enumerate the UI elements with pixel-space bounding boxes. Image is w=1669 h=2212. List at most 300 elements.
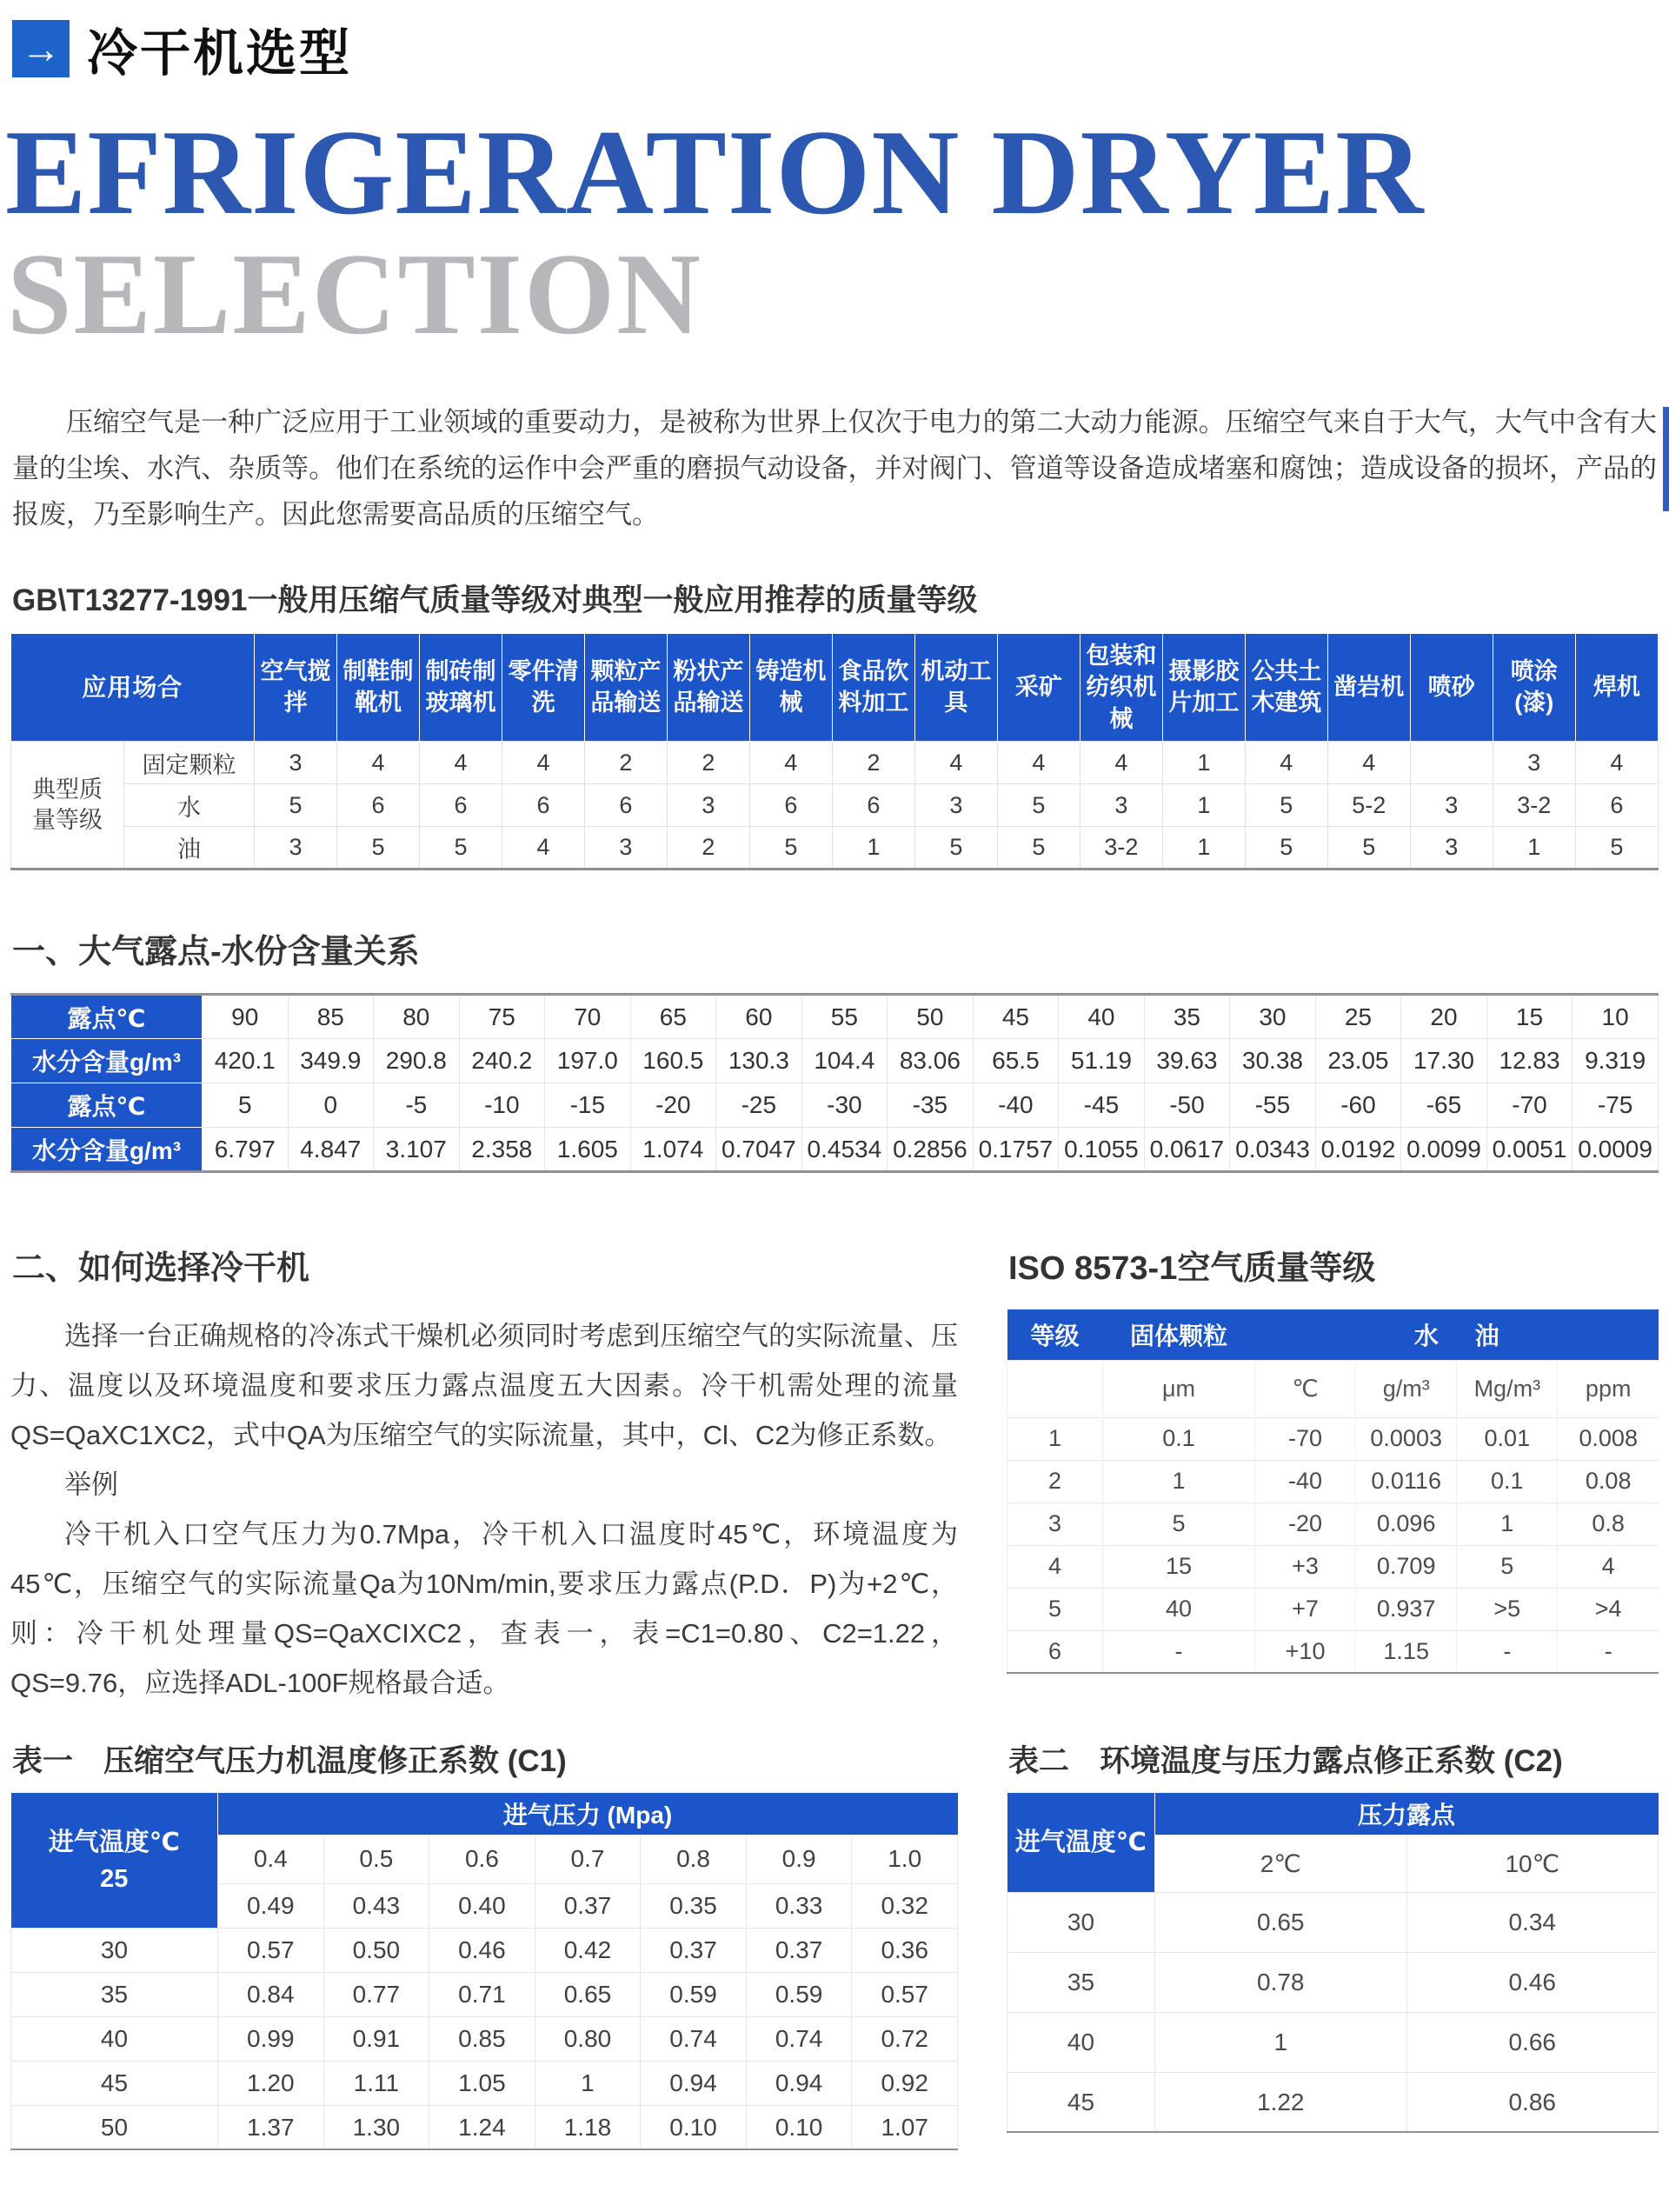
table-cell: 3 (255, 827, 337, 869)
table-cell: 5 (749, 827, 832, 869)
table-cell: -20 (630, 1083, 716, 1128)
iso-unit-cell (1007, 1360, 1103, 1417)
gb-app-header-cell: 包装和纺织机械 (1080, 634, 1162, 742)
table-cell: 4 (1558, 1545, 1659, 1588)
table-cell: 4 (749, 742, 832, 784)
row-label: 35 (1007, 1952, 1155, 2012)
table-cell: 0.72 (852, 2016, 958, 2061)
table-cell: 0.57 (852, 1972, 958, 2016)
table-cell: 65 (630, 995, 716, 1039)
table-cell: 3 (1007, 1502, 1103, 1545)
table-cell: 4 (997, 742, 1080, 784)
bottom-tables (10, 1737, 1659, 2150)
c1-pressure-header: 进气压力 (Mpa) (218, 1793, 958, 1835)
table-cell: 1 (1162, 784, 1245, 827)
table-cell: 3 (1080, 784, 1162, 827)
table-cell: 23.05 (1315, 1039, 1401, 1083)
table-cell: -40 (1255, 1460, 1356, 1502)
row-label: 45 (11, 2061, 218, 2105)
table-cell: 0.92 (852, 2061, 958, 2105)
table-cell: 0.1757 (973, 1128, 1059, 1172)
table-cell: 0.46 (429, 1928, 535, 1972)
table-cell: +3 (1255, 1545, 1356, 1588)
table-cell: 5 (1457, 1545, 1558, 1588)
table-cell: -50 (1144, 1083, 1230, 1128)
gb-app-header-cell: 采矿 (997, 634, 1080, 742)
table-cell: 0.37 (641, 1928, 747, 1972)
table-cell: 0 (288, 1083, 374, 1128)
gb-app-header-cell: 零件清洗 (502, 634, 584, 742)
table-cell: 1 (535, 2061, 641, 2105)
table-cell: - (1558, 1630, 1659, 1673)
table-cell: 39.63 (1144, 1039, 1230, 1083)
table-cell: 0.008 (1558, 1417, 1659, 1460)
howto-paragraph-2: 举例 (64, 1469, 118, 1501)
row-label: 露点℃ (11, 995, 203, 1039)
gb-app-header-cell: 粉状产品输送 (667, 634, 749, 742)
row-label: 水分含量g/m³ (11, 1039, 203, 1083)
table-cell: 160.5 (630, 1039, 716, 1083)
table-cell: 104.4 (801, 1039, 888, 1083)
c1-pressure-tick: 0.6 (429, 1835, 535, 1883)
table-cell: >4 (1558, 1588, 1659, 1630)
table-cell: 0.08 (1558, 1460, 1659, 1502)
page-header (12, 12, 1659, 85)
iso-header-row (1007, 1309, 1659, 1360)
table-cell: 17.30 (1401, 1039, 1487, 1083)
table-cell: 1 (1457, 1502, 1558, 1545)
iso-units-row (1007, 1360, 1659, 1417)
table-cell: 0.0116 (1356, 1460, 1457, 1502)
table-cell: -30 (801, 1083, 888, 1128)
table-cell: 0.74 (746, 2016, 852, 2061)
table-row (1007, 1952, 1659, 2012)
c1-section (10, 1737, 958, 2150)
gb-corner-header: 应用场合 (11, 634, 255, 742)
table-cell: 0.77 (323, 1972, 429, 2016)
table-cell: 5 (1575, 827, 1658, 869)
table-cell: 3 (1410, 784, 1493, 827)
table-cell: 5 (914, 827, 997, 869)
table-cell: 80 (374, 995, 460, 1039)
table-cell: 30 (1230, 995, 1316, 1039)
table-cell: 3 (584, 827, 667, 869)
table-cell: 2 (667, 742, 749, 784)
table-cell: 0.86 (1406, 2072, 1659, 2132)
c1-pressure-tick: 0.9 (746, 1835, 852, 1883)
table-cell: 0.37 (746, 1928, 852, 1972)
table-cell: 3 (667, 784, 749, 827)
table-cell: - (1103, 1630, 1255, 1673)
table-cell: 6 (749, 784, 832, 827)
table-cell: -70 (1486, 1083, 1573, 1128)
table-cell: 5 (255, 784, 337, 827)
row-label: 30 (11, 1928, 218, 1972)
row-label: 露点℃ (11, 1083, 203, 1128)
howto-text (10, 1311, 958, 1708)
table-cell: 1.605 (545, 1128, 631, 1172)
table-cell: 0.0003 (1356, 1417, 1457, 1460)
section2-heading: 二、如何选择冷干机 (12, 1250, 310, 1288)
iso-table-title: ISO 8573-1空气质量等级 (1008, 1250, 1376, 1288)
gb-quality-table (10, 634, 1659, 871)
table-cell: 0.37 (535, 1883, 641, 1928)
table-cell: 0.85 (429, 2016, 535, 2061)
table-cell: 70 (545, 995, 631, 1039)
table-cell: 1 (1162, 742, 1245, 784)
page-edge-artifact (1663, 407, 1669, 511)
table-cell: 0.937 (1356, 1588, 1457, 1630)
table-cell: 0.2856 (888, 1128, 974, 1172)
howto-section (10, 1241, 958, 1708)
row-label: 水 (124, 784, 255, 827)
table-row (11, 1128, 1659, 1172)
table-cell: -40 (973, 1083, 1059, 1128)
iso-grade-header: 等级 (1007, 1309, 1103, 1360)
table-cell: 5 (1007, 1588, 1103, 1630)
c1-pressure-tick: 0.8 (641, 1835, 747, 1883)
gb-app-header-cell: 凿岩机 (1327, 634, 1410, 742)
c2-corner-cell: 进气温度℃ (1007, 1793, 1155, 1892)
table-cell: 0.0051 (1486, 1128, 1573, 1172)
table-row (11, 1972, 958, 2016)
table-cell: 1 (1007, 1417, 1103, 1460)
dew-point-table (10, 993, 1659, 1173)
table-cell: 0.91 (323, 2016, 429, 2061)
row-label: 固定颗粒 (124, 742, 255, 784)
table-cell: 45 (973, 995, 1059, 1039)
table-cell: 0.99 (218, 2016, 324, 2061)
c1-pressure-tick: 0.4 (218, 1835, 324, 1883)
table-cell: 30.38 (1230, 1039, 1316, 1083)
iso-unit-cell: ℃ (1255, 1360, 1356, 1417)
table-cell: 1.24 (429, 2105, 535, 2149)
table-cell: 3 (1410, 827, 1493, 869)
c1-table-body (11, 1793, 958, 2149)
table-cell: 0.4534 (801, 1128, 888, 1172)
table-row (1007, 1460, 1659, 1502)
table-cell: 1.18 (535, 2105, 641, 2149)
table-cell: +7 (1255, 1588, 1356, 1630)
table-row (1007, 1417, 1659, 1460)
iso-unit-cell: g/m³ (1356, 1360, 1457, 1417)
table-cell: 0.40 (429, 1883, 535, 1928)
table-cell: -60 (1315, 1083, 1401, 1128)
gb-app-header-cell: 制鞋制靴机 (337, 634, 420, 742)
howto-paragraph-1: 选择一台正确规格的冷冻式干燥机必须同时考虑到压缩空气的实际流量、压力、温度以及环境温度和要求压力露点温度五大因素。冷干机需处理的流量QS=QaXC1XC2，式中QA为压缩空气的实际流量，其中，Cl、C2为修正系数。 (10, 1321, 958, 1451)
table-row (11, 742, 1659, 784)
table-cell: 0.096 (1356, 1502, 1457, 1545)
table-cell: 25 (1315, 995, 1401, 1039)
table-row (1007, 1502, 1659, 1545)
gb-app-header-cell: 喷砂 (1410, 634, 1493, 742)
table-cell: 4 (914, 742, 997, 784)
c1-corner-line1: 进气温度℃ (48, 1828, 180, 1856)
table-cell: 5 (1245, 784, 1327, 827)
table-cell: 0.0617 (1144, 1128, 1230, 1172)
table-cell: 0.32 (852, 1883, 958, 1928)
table-cell: 4 (1327, 742, 1410, 784)
table-cell: -45 (1059, 1083, 1145, 1128)
table-row (11, 2016, 958, 2061)
gb-app-header-cell: 铸造机械 (749, 634, 832, 742)
gb-table-title: GB\T13277-1991一般用压缩气质量等级对典型一般应用推荐的质量等级 (12, 583, 978, 617)
table-cell: 1.22 (1155, 2072, 1407, 2132)
table-cell: 0.1 (1457, 1460, 1558, 1502)
table-cell: 3-2 (1080, 827, 1162, 869)
table-cell: 240.2 (459, 1039, 545, 1083)
c1-pressure-tick: 1.0 (852, 1835, 958, 1883)
table-cell: 2.358 (459, 1128, 545, 1172)
table-cell: 4 (1080, 742, 1162, 784)
table-cell: 4 (337, 742, 420, 784)
dew-table-body (11, 995, 1659, 1172)
table-cell: 0.1 (1103, 1417, 1255, 1460)
table-row (11, 784, 1659, 827)
table-cell: 1 (1155, 2012, 1407, 2072)
row-label: 45 (1007, 2072, 1155, 2132)
table-cell: 2 (667, 827, 749, 869)
table-cell: 5-2 (1327, 784, 1410, 827)
table-cell: 6 (1007, 1630, 1103, 1673)
table-cell: 6 (1575, 784, 1658, 827)
iso-air-quality-table (1007, 1309, 1659, 1674)
c2-section (1007, 1737, 1659, 2133)
table-cell: 35 (1144, 995, 1230, 1039)
table-cell: 51.19 (1059, 1039, 1145, 1083)
table-cell: 1 (1493, 827, 1575, 869)
gb-app-header-cell: 制砖制玻璃机 (419, 634, 502, 742)
c1-pressure-tick: 0.5 (323, 1835, 429, 1883)
table-cell: 0.66 (1406, 2012, 1659, 2072)
table-cell: 65.5 (973, 1039, 1059, 1083)
table-cell: 0.80 (535, 2016, 641, 2061)
table-cell: 0.36 (852, 1928, 958, 1972)
table-cell: 4 (502, 827, 584, 869)
table-cell: 3 (255, 742, 337, 784)
table-cell: -10 (459, 1083, 545, 1128)
gb-app-header-cell: 颗粒产品输送 (584, 634, 667, 742)
table-cell: 75 (459, 995, 545, 1039)
table-cell: -55 (1230, 1083, 1316, 1128)
iso-section (1007, 1241, 1659, 1674)
table-cell: 6 (584, 784, 667, 827)
table-row (1007, 1545, 1659, 1588)
table-cell: 4 (1245, 742, 1327, 784)
table-cell: 5 (1327, 827, 1410, 869)
table-cell: 10 (1573, 995, 1659, 1039)
table-cell (1410, 742, 1493, 784)
table-cell: +10 (1255, 1630, 1356, 1673)
table-cell: 1.30 (323, 2105, 429, 2149)
table-cell: 15 (1486, 995, 1573, 1039)
table-cell: -65 (1401, 1083, 1487, 1128)
table-cell: 1.074 (630, 1128, 716, 1172)
row-label: 油 (124, 827, 255, 869)
table-row (11, 995, 1659, 1039)
table-cell: 130.3 (716, 1039, 802, 1083)
c2-dew-tick: 10℃ (1406, 1835, 1659, 1892)
table-cell: 0.71 (429, 1972, 535, 2016)
table-cell: 83.06 (888, 1039, 974, 1083)
table-cell: 40 (1059, 995, 1145, 1039)
c1-pressure-tick: 0.7 (535, 1835, 641, 1883)
table-row (11, 1928, 958, 1972)
gb-table-body (11, 634, 1659, 869)
c2-dew-tick: 2℃ (1155, 1835, 1407, 1892)
table-cell: 0.01 (1457, 1417, 1558, 1460)
row-label: 50 (11, 2105, 218, 2149)
table-cell: -5 (374, 1083, 460, 1128)
row-label: 水分含量g/m³ (11, 1128, 203, 1172)
c2-table-title: 表二 环境温度与压力露点修正系数 (C2) (1008, 1744, 1563, 1779)
table-cell: 4 (419, 742, 502, 784)
table-cell: 85 (288, 995, 374, 1039)
table-cell: 0.94 (746, 2061, 852, 2105)
table-cell: 0.33 (746, 1883, 852, 1928)
table-cell: 6 (832, 784, 914, 827)
c2-header-row (1007, 1793, 1659, 1835)
page-title-cn: 冷干机选型 (87, 25, 353, 82)
table-row (1007, 2012, 1659, 2072)
table-cell: 197.0 (545, 1039, 631, 1083)
table-cell: 1.20 (218, 2061, 324, 2105)
table-cell: 1 (1162, 827, 1245, 869)
table-cell: 5 (419, 827, 502, 869)
c1-corner-cell (11, 1793, 218, 1928)
row-label: 30 (1007, 1892, 1155, 1952)
table-cell: 1 (1103, 1460, 1255, 1502)
table-cell: 0.0343 (1230, 1128, 1316, 1172)
table-cell: 1.11 (323, 2061, 429, 2105)
table-cell: 1 (832, 827, 914, 869)
table-cell: 0.65 (535, 1972, 641, 2016)
table-cell: 0.10 (746, 2105, 852, 2149)
howto-paragraph-3: 冷干机入口空气压力为0.7Mpa，冷干机入口温度时45℃，环境温度为45℃，压缩空气的实际流量Qa为10Nm/min,要求压力露点(P.D．P)为+2℃，则：冷干机处理量QS=QaXCIXC2，查表一，表=C1=0.80、C2=1.22，QS=9.76，应选择ADL-100F规格最合适。 (10, 1519, 958, 1699)
table-cell: 349.9 (288, 1039, 374, 1083)
table-cell: 60 (716, 995, 802, 1039)
gb-app-header-cell: 喷涂(漆) (1493, 634, 1575, 742)
row-group-label: 典型质量等级 (11, 742, 124, 869)
table-cell: >5 (1457, 1588, 1558, 1630)
table-cell: 9.319 (1573, 1039, 1659, 1083)
c1-correction-table (10, 1793, 958, 2150)
gb-header-row (11, 634, 1659, 742)
table-cell: 4 (1575, 742, 1658, 784)
table-row (1007, 1588, 1659, 1630)
iso-unit-cell: μm (1103, 1360, 1255, 1417)
table-cell: 0.78 (1155, 1952, 1407, 2012)
table-cell: 6.797 (203, 1128, 289, 1172)
table-cell: 0.46 (1406, 1952, 1659, 2012)
table-cell: 55 (801, 995, 888, 1039)
table-cell: 0.7047 (716, 1128, 802, 1172)
middle-columns (10, 1241, 1659, 1708)
c1-table-title: 表一 压缩空气压力机温度修正系数 (C1) (12, 1744, 567, 1779)
table-cell: 0.10 (641, 2105, 747, 2149)
iso-unit-cell: Mg/m³ (1457, 1360, 1558, 1417)
table-cell: 0.709 (1356, 1545, 1457, 1588)
table-cell: 1.37 (218, 2105, 324, 2149)
table-cell: 0.50 (323, 1928, 429, 1972)
table-cell: 420.1 (203, 1039, 289, 1083)
gb-app-header-cell: 公共土木建筑 (1245, 634, 1327, 742)
table-cell: 0.59 (746, 1972, 852, 2016)
table-row (11, 2061, 958, 2105)
table-cell: 5 (1103, 1502, 1255, 1545)
iso-solid-header: 固体颗粒 (1103, 1309, 1255, 1360)
table-cell: 5 (997, 827, 1080, 869)
table-cell: 0.34 (1406, 1892, 1659, 1952)
table-row (11, 1039, 1659, 1083)
table-cell: 50 (888, 995, 974, 1039)
c2-correction-table (1007, 1793, 1659, 2133)
table-cell: -20 (1255, 1502, 1356, 1545)
table-cell: 12.83 (1486, 1039, 1573, 1083)
table-cell: 6 (337, 784, 420, 827)
page-title-en-line1: EFRIGERATION DRYER (5, 105, 1425, 240)
table-row (1007, 2072, 1659, 2132)
row-label: 40 (1007, 2012, 1155, 2072)
table-cell: 5 (997, 784, 1080, 827)
table-cell: 40 (1103, 1588, 1255, 1630)
iso-table-body (1007, 1309, 1659, 1673)
c2-table-body (1007, 1793, 1659, 2132)
table-row (1007, 1892, 1659, 1952)
table-cell: 0.57 (218, 1928, 324, 1972)
table-cell: 0.84 (218, 1972, 324, 2016)
table-cell: 0.8 (1558, 1502, 1659, 1545)
table-cell: 0.43 (323, 1883, 429, 1928)
table-cell: 1.07 (852, 2105, 958, 2149)
table-cell: 5 (337, 827, 420, 869)
table-cell: 0.65 (1155, 1892, 1407, 1952)
table-cell: 0.49 (218, 1883, 324, 1928)
table-cell: 3.107 (374, 1128, 460, 1172)
row-label: 35 (11, 1972, 218, 2016)
row-label: 40 (11, 2016, 218, 2061)
table-cell: 0.35 (641, 1883, 747, 1928)
table-cell: 0.94 (641, 2061, 747, 2105)
table-cell: 3-2 (1493, 784, 1575, 827)
arrow-icon (12, 20, 70, 77)
table-cell: 4.847 (288, 1128, 374, 1172)
table-cell: 2 (584, 742, 667, 784)
table-cell: 5 (203, 1083, 289, 1128)
table-row (11, 827, 1659, 869)
table-cell: 2 (1007, 1460, 1103, 1502)
intro-paragraph: 压缩空气是一种广泛应用于工业领域的重要动力，是被称为世界上仅次于电力的第二大动力能源。压缩空气来自于大气，大气中含有大量的尘埃、水汽、杂质等。他们在系统的运作中会严重的磨损气动设备，并对阀门、管道等设备造成堵塞和腐蚀；造成设备的损坏，产品的报废，乃至影响生产。因此您需要高品质的压缩空气。 (12, 406, 1657, 530)
gb-app-header-cell: 空气搅拌 (255, 634, 337, 742)
table-cell: -25 (716, 1083, 802, 1128)
table-cell: 2 (832, 742, 914, 784)
table-cell: 1.15 (1356, 1630, 1457, 1673)
c1-header-row (11, 1793, 958, 1835)
c1-corner-line2: 25 (100, 1864, 129, 1893)
table-cell: - (1457, 1630, 1558, 1673)
table-cell: 0.59 (641, 1972, 747, 2016)
table-cell: 0.0192 (1315, 1128, 1401, 1172)
table-row (11, 1083, 1659, 1128)
gb-app-header-cell: 机动工具 (914, 634, 997, 742)
table-cell: 0.0009 (1573, 1128, 1659, 1172)
iso-unit-cell: ppm (1558, 1360, 1659, 1417)
table-cell: -70 (1255, 1417, 1356, 1460)
table-cell: -75 (1573, 1083, 1659, 1128)
table-cell: 5 (1245, 827, 1327, 869)
table-cell: 0.74 (641, 2016, 747, 2061)
table-cell: 3 (914, 784, 997, 827)
